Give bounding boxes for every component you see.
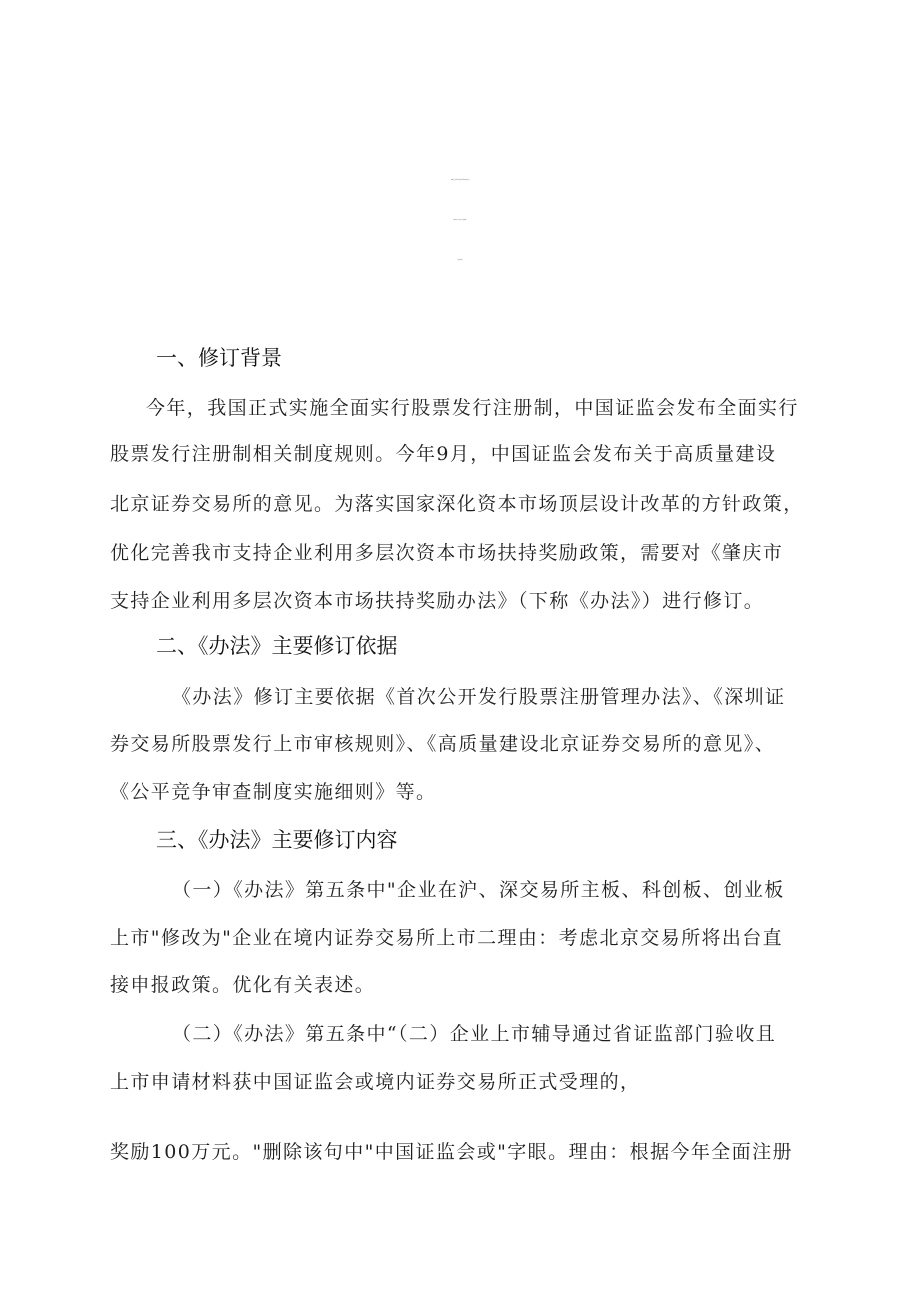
section-2-paragraph-line: 《公平竞争审查制度实施细则》等。 <box>110 781 437 803</box>
section-3-paragraph-line: 上市申请材料获中国证监会或境内证券交易所正式受理的， <box>110 1071 641 1093</box>
section-3-paragraph-line: 接申报政策。优化有关表述。 <box>110 974 376 996</box>
document-title-line-1: 《肇庆市支持企业利用多层次资本市场扶持 <box>450 180 470 181</box>
section-3-paragraph-line: （一）《办法》第五条中"企业在沪、深交易所主板、科创板、创业板 <box>172 879 785 901</box>
document-title-line-2: 奖励办法》（修订征求意见稿） <box>453 220 467 221</box>
section-1-paragraph-line: 北京证券交易所的意见。为落实国家深化资本市场顶层设计改革的方针政策， <box>110 493 804 515</box>
section-1-heading: 一、修订背景 <box>156 346 282 370</box>
section-1-paragraph-line: 支持企业利用多层次资本市场扶持奖励办法》（下称《办法》）进行修订。 <box>110 590 765 612</box>
section-3-paragraph-line: （二）《办法》第五条中“（二）企业上市辅导通过省证监部门验收且 <box>172 1023 777 1045</box>
section-1-paragraph-line: 股票发行注册制相关制度规则。今年9月，中国证监会发布关于高质量建设 <box>110 443 777 465</box>
section-2-paragraph-line: 券交易所股票发行上市审核规则》、《高质量建设北京证券交易所的意见》、 <box>110 733 776 755</box>
section-1-paragraph-line: 优化完善我市支持企业利用多层次资本市场扶持奖励政策，需要对《肇庆市 <box>110 542 784 564</box>
section-3-heading: 三、《办法》主要修订内容 <box>156 828 398 852</box>
section-3-paragraph-line: 奖励100万元。"删除该句中"中国证监会或"字眼。理由：根据今年全面注册 <box>110 1141 793 1163</box>
section-2-paragraph-line: 《办法》修订主要依据《首次公开发行股票注册管理办法》、《深圳证 <box>172 686 786 708</box>
document-title-line-3: 的起草说明 <box>457 260 463 261</box>
section-3-paragraph-line: 上市"修改为"企业在境内证券交易所上市二理由：考虑北京交易所将出台直 <box>110 927 784 949</box>
section-1-paragraph-line: 今年，我国正式实施全面实行股票发行注册制，中国证监会发布全面实行 <box>146 397 799 419</box>
section-2-heading: 二、《办法》主要修订依据 <box>156 634 398 658</box>
